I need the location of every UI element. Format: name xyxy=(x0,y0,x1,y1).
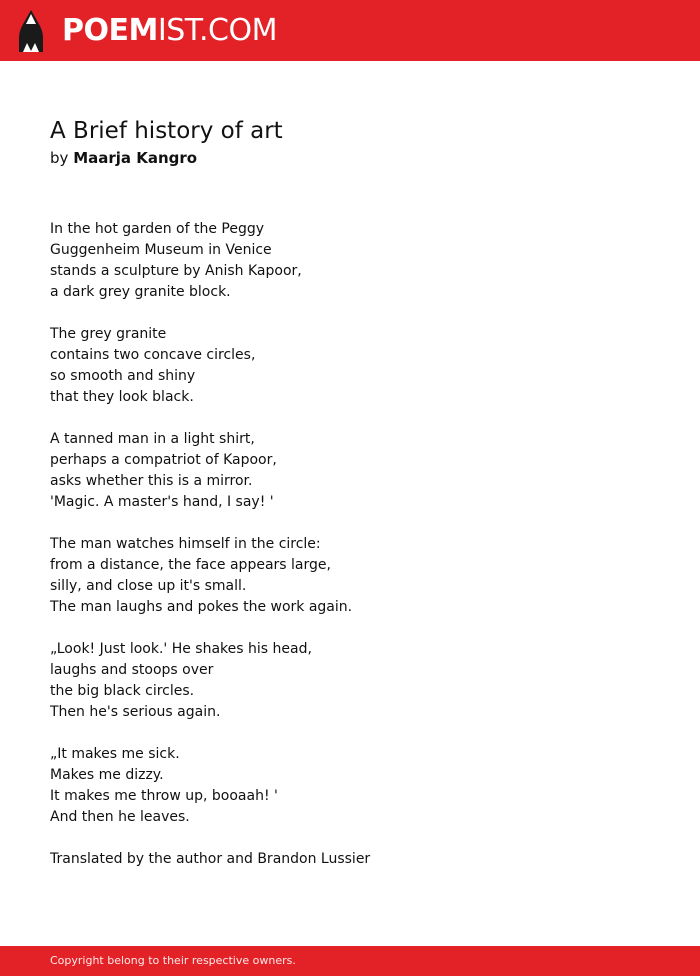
poem-line: And then he leaves. xyxy=(50,809,190,825)
poem-line: perhaps a compatriot of Kapoor, xyxy=(50,452,277,468)
poem-line: Guggenheim Museum in Venice xyxy=(50,242,272,258)
stanza xyxy=(50,429,670,513)
translator-note: Translated by the author and Brandon Lussier xyxy=(50,851,371,867)
poem-body xyxy=(50,219,670,870)
stanza xyxy=(50,639,670,723)
poem-line: 'Magic. A master's hand, I say! ' xyxy=(50,494,274,510)
site-header xyxy=(0,0,700,61)
poem-title: A Brief history of art xyxy=(50,118,283,144)
poem-line: stands a sculpture by Anish Kapoor, xyxy=(50,263,302,279)
poem-line: so smooth and shiny xyxy=(50,368,196,384)
site-logo[interactable] xyxy=(62,12,277,50)
poem-line: contains two concave circles, xyxy=(50,347,256,363)
poem-line: from a distance, the face appears large, xyxy=(50,557,331,573)
brand-light: IST.COM xyxy=(157,13,277,48)
brand-bold: POEM xyxy=(62,13,158,48)
poem-line: The man laughs and pokes the work again. xyxy=(50,599,353,615)
poem-line: It makes me throw up, booaah! ' xyxy=(50,788,278,804)
poem-line: laughs and stoops over xyxy=(50,662,214,678)
poem-line: Then he's serious again. xyxy=(50,704,221,720)
stanza xyxy=(50,744,670,828)
pencil-tip-icon xyxy=(18,10,44,52)
poem-line: A tanned man in a light shirt, xyxy=(50,431,255,447)
poem-line: Makes me dizzy. xyxy=(50,767,164,783)
poem-line: „It makes me sick. xyxy=(50,746,180,762)
poem-line: the big black circles. xyxy=(50,683,195,699)
stanza xyxy=(50,219,670,303)
site-footer xyxy=(0,946,700,976)
poem-line: a dark grey granite block. xyxy=(50,284,231,300)
byline xyxy=(50,148,197,169)
copyright-text: Copyright belong to their respective owners. xyxy=(50,954,296,967)
stanza xyxy=(50,324,670,408)
poem-line: asks whether this is a mirror. xyxy=(50,473,253,489)
poem-line: „Look! Just look.' He shakes his head, xyxy=(50,641,312,657)
author-name: Maarja Kangro xyxy=(73,149,198,167)
stanza xyxy=(50,534,670,618)
poem-line: The grey granite xyxy=(50,326,167,342)
poem-line: The man watches himself in the circle: xyxy=(50,536,321,552)
poem-line: that they look black. xyxy=(50,389,194,405)
by-label: by xyxy=(50,149,69,167)
poem-line: silly, and close up it's small. xyxy=(50,578,247,594)
poem-line: In the hot garden of the Peggy xyxy=(50,221,265,237)
